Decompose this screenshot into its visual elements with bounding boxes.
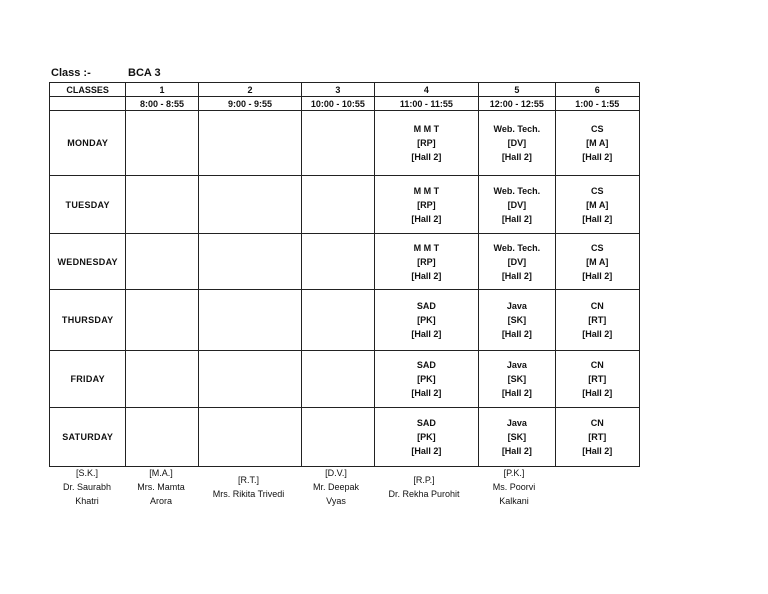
empty-slot — [302, 351, 374, 408]
subject: Web. Tech. — [493, 124, 541, 134]
classes-header: CLASSES — [50, 83, 126, 97]
empty-slot — [126, 351, 198, 408]
lecture-slot — [479, 290, 555, 351]
room: [Hall 2] — [582, 213, 613, 224]
day-label: SATURDAY — [50, 408, 126, 467]
faculty-name: Mrs. Mamta — [137, 482, 185, 492]
faculty-name: Khatri — [75, 496, 99, 506]
day-label: FRIDAY — [50, 351, 126, 408]
timetable — [49, 82, 640, 467]
room: [Hall 2] — [582, 388, 613, 398]
teacher-code: [M A] — [586, 138, 609, 148]
lecture-slot — [555, 290, 639, 351]
teacher-code: [RP] — [417, 199, 436, 210]
teacher-code: [RP] — [417, 138, 436, 148]
room: [Hall 2] — [501, 329, 532, 339]
lecture-slot — [479, 351, 555, 408]
room: [Hall 2] — [501, 270, 532, 281]
empty-slot — [198, 176, 302, 234]
subject: Java — [506, 301, 527, 311]
day-row — [50, 290, 640, 351]
day-row — [50, 176, 640, 234]
subject: M M T — [413, 242, 440, 253]
day-row — [50, 111, 640, 176]
day-label: THURSDAY — [50, 290, 126, 351]
day-row — [50, 351, 640, 408]
subject: SAD — [416, 418, 436, 428]
lecture-slot — [374, 176, 479, 234]
class-value: BCA 3 — [128, 67, 161, 79]
subject: Java — [506, 418, 527, 428]
faculty-entry — [125, 466, 197, 508]
class-label: Class :- — [51, 67, 91, 79]
faculty-entry — [300, 466, 372, 508]
room: [Hall 2] — [501, 213, 532, 224]
period-time: 12:00 - 12:55 — [479, 97, 555, 111]
lecture-slot — [479, 176, 555, 234]
subject: CS — [591, 185, 604, 196]
room: [Hall 2] — [582, 329, 613, 339]
lecture-slot — [374, 351, 479, 408]
faculty-code: [P.K.] — [503, 468, 525, 478]
period-number: 6 — [555, 83, 639, 97]
faculty-name: Arora — [149, 496, 172, 506]
faculty-code: [R.P.] — [413, 475, 435, 485]
subject: CN — [590, 360, 604, 370]
teacher-code: [DV] — [507, 256, 527, 267]
empty-slot — [302, 408, 374, 467]
room: [Hall 2] — [501, 446, 532, 456]
subject: CN — [590, 301, 604, 311]
lecture-slot — [479, 111, 555, 176]
faculty-code: [R.T.] — [237, 475, 259, 485]
period-number: 2 — [198, 83, 302, 97]
room: [Hall 2] — [411, 446, 442, 456]
blank-cell — [50, 97, 126, 111]
teacher-code: [DV] — [507, 199, 527, 210]
empty-slot — [126, 290, 198, 351]
teacher-code: [M A] — [586, 199, 609, 210]
empty-slot — [126, 408, 198, 467]
subject: M M T — [413, 124, 440, 134]
teacher-code: [SK] — [507, 432, 527, 442]
room: [Hall 2] — [411, 388, 442, 398]
teacher-code: [PK] — [417, 432, 436, 442]
room: [Hall 2] — [501, 152, 532, 162]
room: [Hall 2] — [582, 270, 613, 281]
day-label: TUESDAY — [50, 176, 126, 234]
teacher-code: [SK] — [507, 315, 527, 325]
subject: CS — [591, 242, 604, 253]
empty-slot — [126, 111, 198, 176]
lecture-slot — [555, 234, 639, 290]
period-time: 8:00 - 8:55 — [126, 97, 198, 111]
faculty-entry — [476, 466, 552, 508]
day-row — [50, 408, 640, 467]
header-row-numbers — [50, 83, 640, 97]
period-number: 3 — [302, 83, 374, 97]
empty-slot — [198, 408, 302, 467]
empty-slot — [198, 111, 302, 176]
period-time: 10:00 - 10:55 — [302, 97, 374, 111]
room: [Hall 2] — [411, 213, 442, 224]
teacher-code: [SK] — [507, 374, 527, 384]
period-time: 11:00 - 11:55 — [374, 97, 479, 111]
teacher-code: [PK] — [417, 374, 436, 384]
room: [Hall 2] — [411, 270, 442, 281]
teacher-code: [PK] — [417, 315, 436, 325]
lecture-slot — [374, 290, 479, 351]
subject: Web. Tech. — [493, 242, 541, 253]
teacher-code: [RT] — [588, 432, 607, 442]
faculty-name: Kalkani — [499, 496, 529, 506]
faculty-code: [S.K.] — [75, 468, 98, 478]
lecture-slot — [374, 408, 479, 467]
lecture-slot — [555, 408, 639, 467]
teacher-code: [RT] — [588, 315, 607, 325]
room: [Hall 2] — [582, 446, 613, 456]
faculty-name: Vyas — [326, 496, 346, 506]
faculty-name: Ms. Poorvi — [492, 482, 536, 492]
faculty-code: [M.A.] — [149, 468, 173, 478]
room: [Hall 2] — [411, 329, 442, 339]
faculty-name: Dr. Rekha Purohit — [388, 489, 460, 499]
period-time: 1:00 - 1:55 — [555, 97, 639, 111]
empty-slot — [198, 351, 302, 408]
faculty-code: [D.V.] — [325, 468, 347, 478]
subject: CS — [591, 124, 604, 134]
lecture-slot — [555, 176, 639, 234]
faculty-entry — [49, 466, 125, 508]
room: [Hall 2] — [501, 388, 532, 398]
empty-slot — [198, 290, 302, 351]
faculty-name: Dr. Saurabh — [62, 482, 112, 492]
subject: SAD — [416, 360, 436, 370]
lecture-slot — [374, 111, 479, 176]
teacher-code: [DV] — [507, 138, 527, 148]
day-label: MONDAY — [50, 111, 126, 176]
faculty-name: Mrs. Rikita Trivedi — [212, 489, 285, 499]
day-row — [50, 234, 640, 290]
empty-slot — [126, 234, 198, 290]
lecture-slot — [555, 351, 639, 408]
empty-slot — [302, 176, 374, 234]
teacher-code: [M A] — [586, 256, 609, 267]
period-number: 5 — [479, 83, 555, 97]
lecture-slot — [374, 234, 479, 290]
room: [Hall 2] — [582, 152, 613, 162]
empty-slot — [302, 111, 374, 176]
period-time: 9:00 - 9:55 — [198, 97, 302, 111]
faculty-entry — [372, 473, 476, 501]
teacher-code: [RT] — [588, 374, 607, 384]
lecture-slot — [479, 408, 555, 467]
empty-slot — [126, 176, 198, 234]
empty-slot — [302, 234, 374, 290]
empty-slot — [302, 290, 374, 351]
day-label: WEDNESDAY — [50, 234, 126, 290]
period-number: 1 — [126, 83, 198, 97]
period-number: 4 — [374, 83, 479, 97]
faculty-name: Mr. Deepak — [312, 482, 360, 492]
subject: SAD — [416, 301, 436, 311]
subject: Java — [506, 360, 527, 370]
subject: Web. Tech. — [493, 185, 541, 196]
header-row-times — [50, 97, 640, 111]
lecture-slot — [479, 234, 555, 290]
empty-slot — [198, 234, 302, 290]
subject: CN — [590, 418, 604, 428]
lecture-slot — [555, 111, 639, 176]
room: [Hall 2] — [411, 152, 442, 162]
teacher-code: [RP] — [417, 256, 436, 267]
class-heading — [51, 67, 161, 79]
faculty-entry — [197, 473, 300, 501]
subject: M M T — [413, 185, 440, 196]
